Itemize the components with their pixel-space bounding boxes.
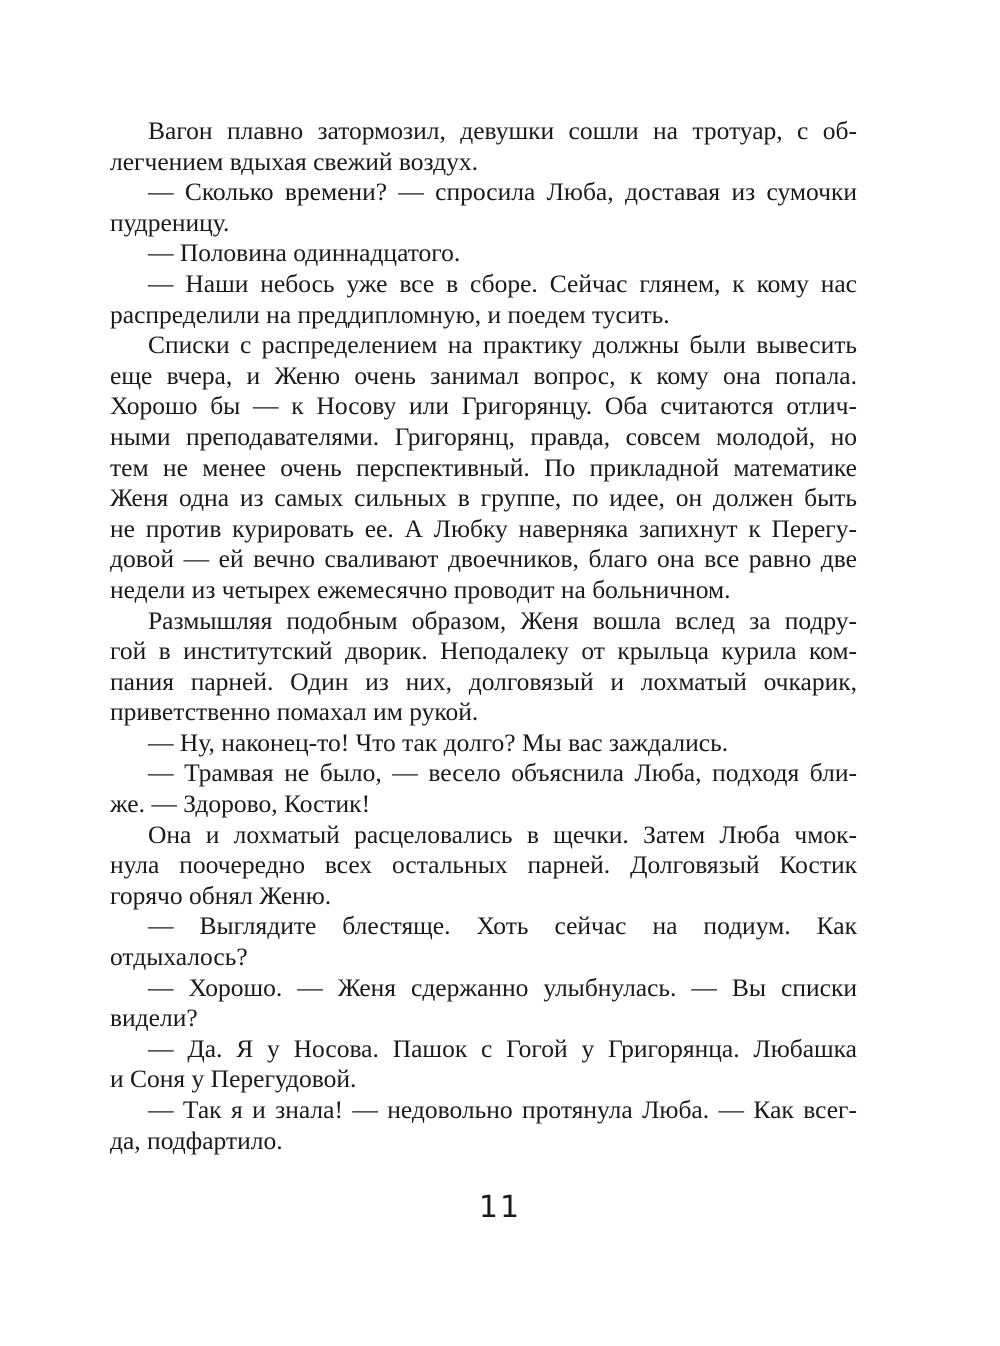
text-line: — Трамвая не было, — весело объяснила Люба, подходя бли- <box>148 758 857 788</box>
text-line: пудреницу. <box>110 207 230 237</box>
page-number: 11 <box>478 1190 522 1225</box>
text-line: пания парней. Один из них, долговязый и лохматый очкарик, <box>110 666 857 696</box>
book-text-block <box>110 116 857 1156</box>
text-line: гой в институтский дворик. Неподалеку от крыльца курила ком- <box>110 636 857 666</box>
text-line: недели из четырех ежемесячно проводит на больничном. <box>110 574 731 604</box>
text-line: еще вчера, и Женю очень занимал вопрос, к кому она попала. <box>110 360 857 390</box>
text-line: довой — ей вечно сваливают двоечников, благо она все равно две <box>110 544 857 574</box>
text-line: да, подфартило. <box>110 1125 283 1155</box>
text-line: Вагон плавно затормозил, девушки сошли на тротуар, с об- <box>148 116 857 145</box>
text-line: же. — Здорово, Костик! <box>110 789 371 819</box>
text-line: — Половина одиннадцатого. <box>148 238 461 268</box>
text-line: — Хорошо. — Женя сдержанно улыбнулась. — Вы списки <box>148 972 857 1002</box>
text-line: отдыхалось? <box>110 942 248 972</box>
text-line: — Так я и знала! — недовольно протянула Люба. — Как всег- <box>148 1095 857 1124</box>
text-line: тем не менее очень перспективный. По прикладной математике <box>110 452 857 482</box>
text-line: горячо обнял Женю. <box>110 880 332 910</box>
text-line: видели? <box>110 1003 198 1033</box>
text-line: — Выглядите блестяще. Хоть сейчас на подиум. Как <box>148 911 857 941</box>
text-line: распределили на преддипломную, и поедем тусить. <box>110 299 670 329</box>
text-line: Она и лохматый расцеловались в щечки. Затем Люба чмок- <box>148 819 857 849</box>
text-line: Размышляя подобным образом, Женя вошла вслед за подру- <box>148 605 857 635</box>
text-line: — Да. Я у Носова. Пашок с Гогой у Григорянца. Любашка <box>148 1033 857 1063</box>
text-line: Списки с распределением на практику должны были вывесить <box>148 330 857 360</box>
text-line: не против курировать ее. А Любку наверняка запихнут к Перегу- <box>110 513 857 543</box>
text-line: ными преподавателями. Григорянц, правда, совсем молодой, но <box>110 421 857 451</box>
text-line: нула поочередно всех остальных парней. Долговязый Костик <box>110 850 857 880</box>
text-line: — Наши небось уже все в сборе. Сейчас глянем, к кому нас <box>148 268 857 298</box>
text-line: Хорошо бы — к Носову или Григорянцу. Оба считаются отлич- <box>110 391 857 421</box>
text-line: легчением вдыхая свежий воздух. <box>110 146 479 176</box>
text-line: и Соня у Перегудовой. <box>110 1064 357 1094</box>
text-line: — Сколько времени? — спросила Люба, доставая из сумочки <box>148 177 857 207</box>
text-line: — Ну, наконец-то! Что так долго? Мы вас заждались. <box>148 727 729 757</box>
text-line: приветственно помахал им рукой. <box>110 697 479 727</box>
text-line: Женя одна из самых сильных в группе, по идее, он должен быть <box>110 483 857 513</box>
